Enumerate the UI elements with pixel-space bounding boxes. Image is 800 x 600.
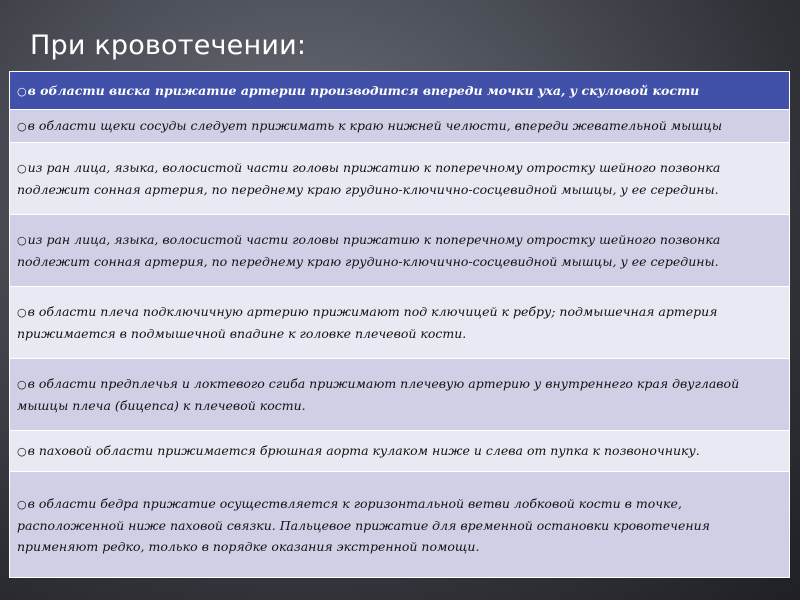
table-row bbox=[10, 215, 790, 287]
table-row bbox=[10, 431, 790, 472]
table-cell bbox=[10, 472, 790, 578]
row-text: в области щеки сосуды следует прижимать к краю нижней челюсти, впереди жевательной мышцы bbox=[27, 118, 723, 133]
bullet-icon: ○ bbox=[17, 234, 27, 247]
table-row bbox=[10, 72, 790, 110]
table-cell bbox=[10, 431, 790, 472]
row-text: в области предплечья и локтевого сгиба прижимают плечевую артерию у внутреннего края двуглавой мышцы плеча (бицепса) к плечевой кости. bbox=[17, 376, 740, 413]
table-cell bbox=[10, 72, 790, 110]
row-text: из ран лица, языка, волосистой части головы прижатию к поперечному отростку шейного позвонка подлежит сонная артерия, по переднему краю грудино-ключично-сосцевидной мышцы, у ее середины. bbox=[17, 232, 721, 269]
table-row bbox=[10, 287, 790, 359]
table-row bbox=[10, 359, 790, 431]
table-cell bbox=[10, 215, 790, 287]
table-row bbox=[10, 472, 790, 578]
table-cell bbox=[10, 143, 790, 215]
content-table bbox=[9, 71, 790, 578]
table-row bbox=[10, 143, 790, 215]
table-cell bbox=[10, 110, 790, 143]
bullet-icon: ○ bbox=[17, 306, 27, 319]
row-text: в области бедра прижатие осуществляется к горизонтальной ветви лобковой кости в точке, расположенной ниже паховой связки. Пальцевое прижатие для временной остановки кровотечения применяют редко, только в порядке оказания экстренной помощи. bbox=[17, 495, 710, 554]
table-cell bbox=[10, 359, 790, 431]
bullet-icon: ○ bbox=[17, 84, 27, 98]
row-text: в паховой области прижимается брюшная аорта кулаком ниже и слева от пупка к позвоночнику. bbox=[27, 443, 700, 458]
bullet-icon: ○ bbox=[17, 497, 27, 511]
row-text: из ран лица, языка, волосистой части головы прижатию к поперечному отростку шейного позвонка подлежит сонная артерия, по переднему краю грудино-ключично-сосцевидной мышцы, у ее середины. bbox=[17, 160, 721, 197]
slide-title: При кровотечении: bbox=[30, 30, 307, 61]
bullet-icon: ○ bbox=[17, 120, 27, 133]
bullet-icon: ○ bbox=[17, 162, 27, 175]
table-row bbox=[10, 110, 790, 143]
table-cell bbox=[10, 287, 790, 359]
bullet-icon: ○ bbox=[17, 378, 27, 391]
bullet-icon: ○ bbox=[17, 445, 27, 458]
row-text: в области виска прижатие артерии производится впереди мочки уха, у скуловой кости bbox=[27, 82, 700, 98]
row-text: в области плеча подключичную артерию прижимают под ключицей к ребру; подмышечная артерия прижимается в подмышечной впадине к головке плечевой кости. bbox=[17, 304, 718, 341]
